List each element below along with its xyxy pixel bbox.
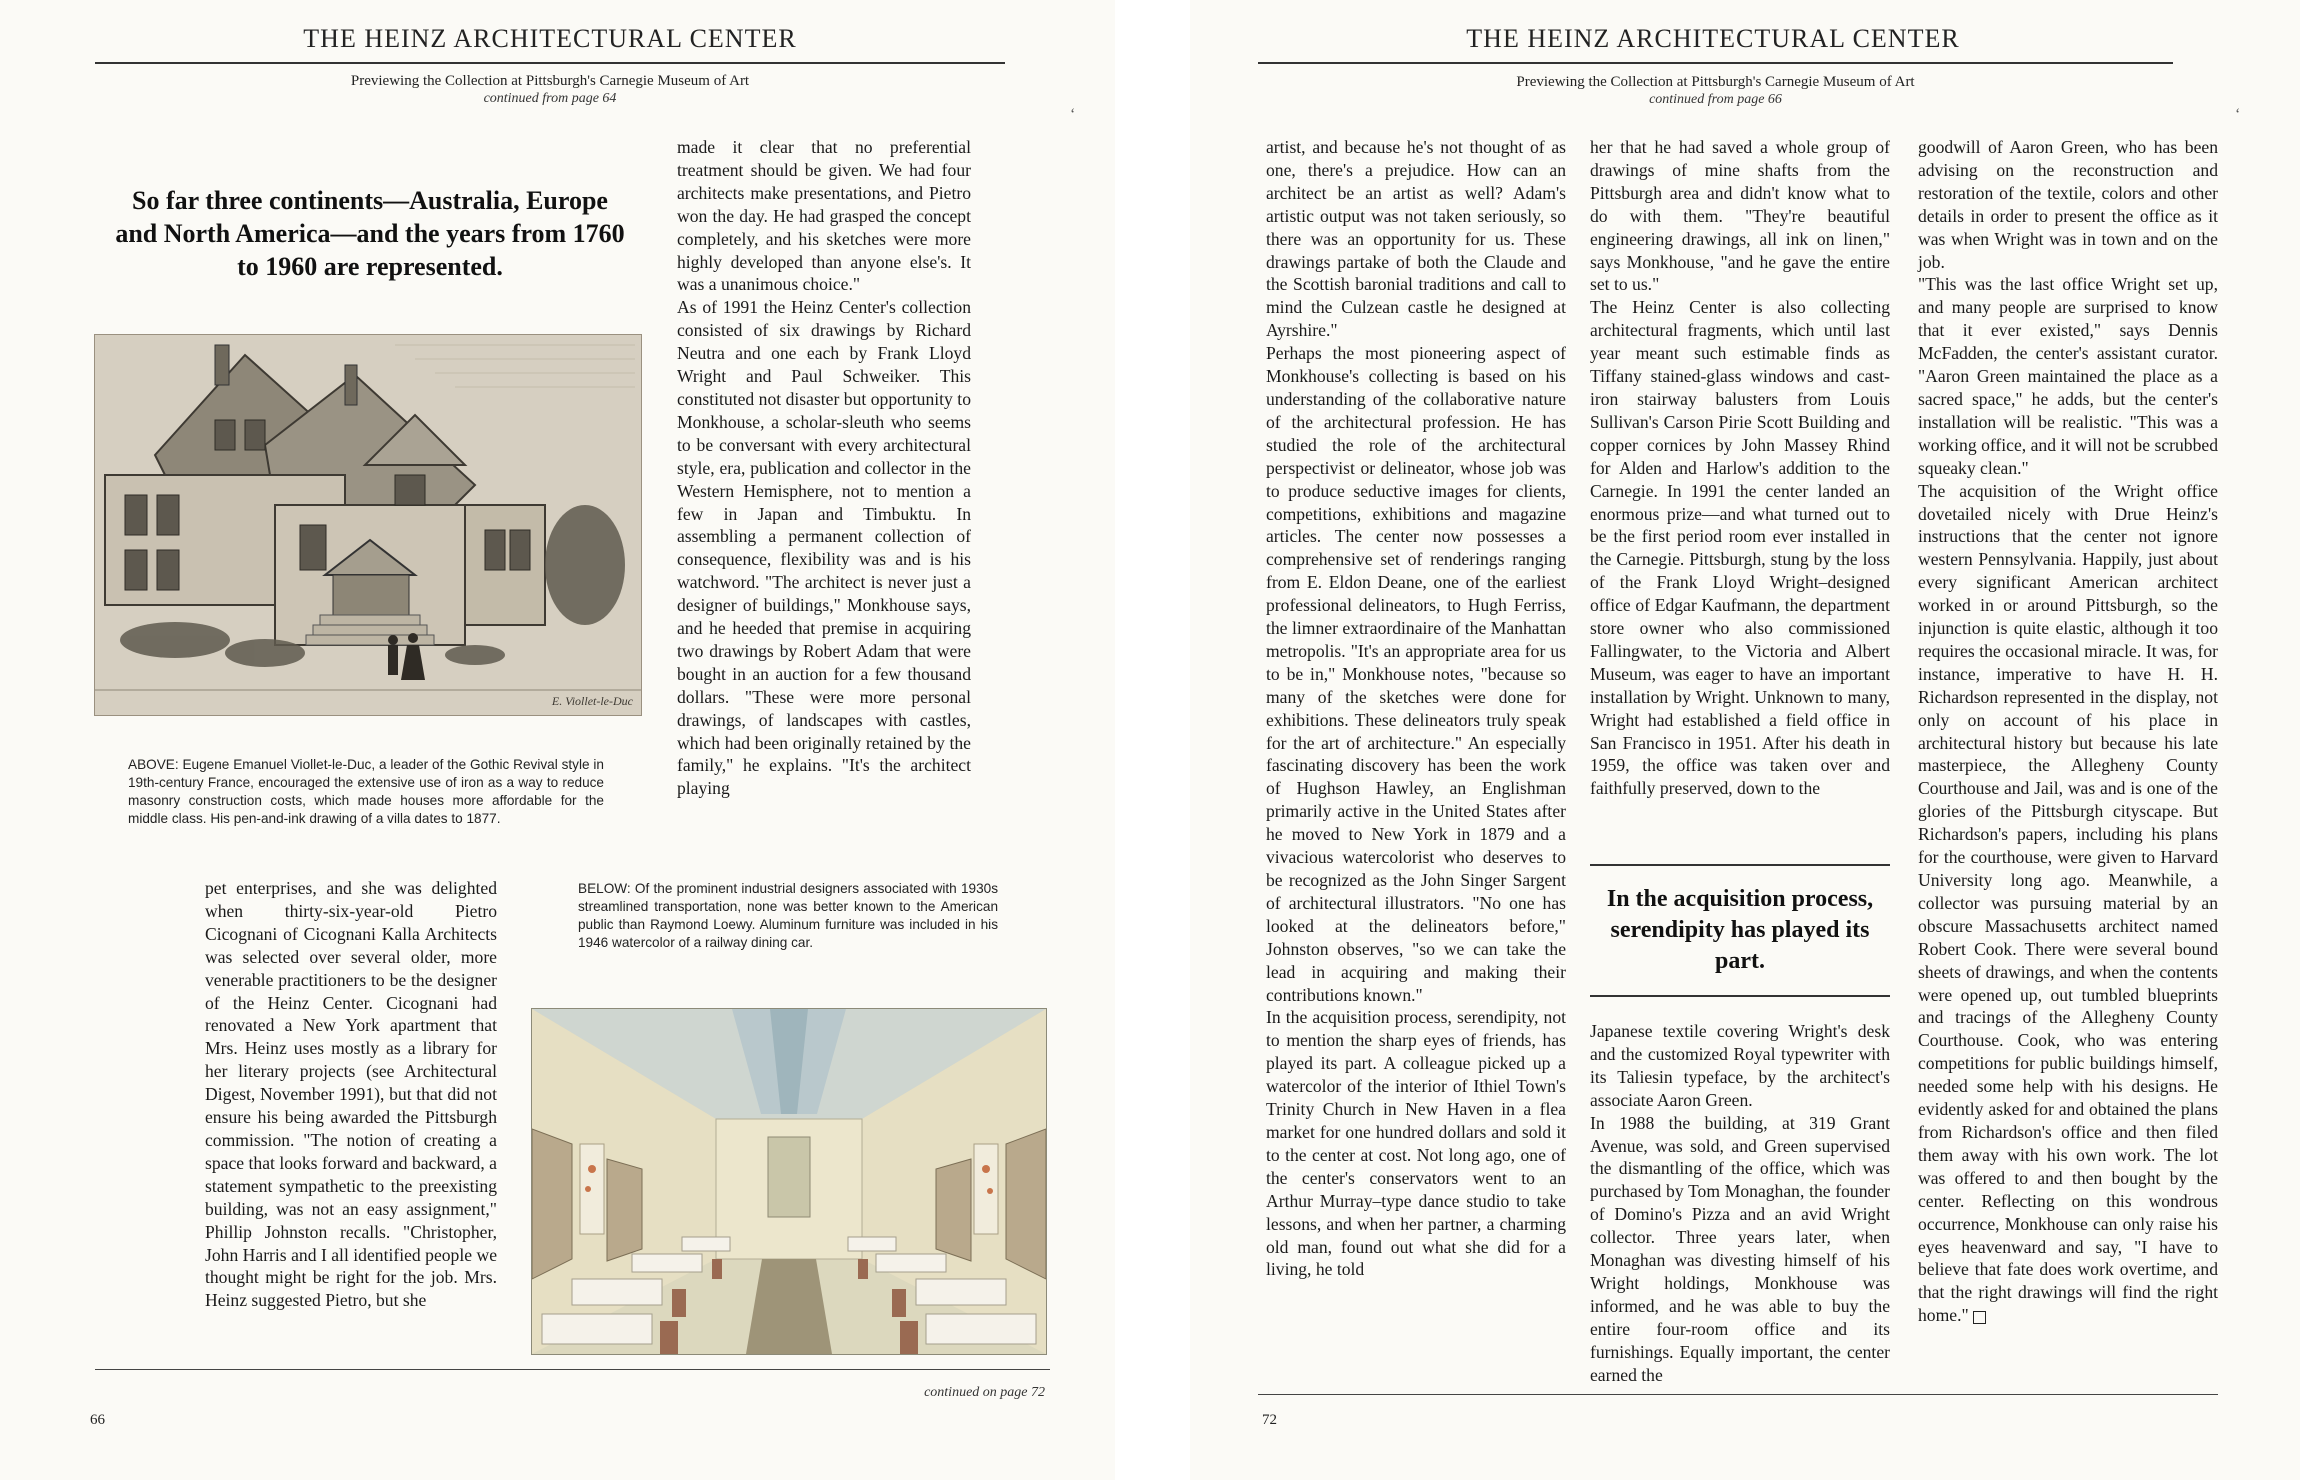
column-2-bottom: Japanese textile covering Wright's desk and the customized Royal typewriter with its Taliesin typeface, by the architect's associate Aaron Green. In 1988 the building, at 319 Grant Avenue, was sold, and Green supervised the dismantling of the office, which was purchased by Tom Monaghan, the founder of Domino's Pizza and an avid Wright collector. Three years later, when Monaghan was divesting himself of his Wright holdings, Monkhouse was informed, and he was able to buy the entire four-room office and its furnishings. Equally important, the center earned the bbox=[1590, 1021, 1890, 1385]
continued-on-note: continued on page 72 bbox=[924, 1385, 1045, 1400]
column-2-top: her that he had saved a whole group of drawings of mine shafts from the Pittsburgh area and didn't know what to do with them. "They're beautiful engineering drawings, all ink on linen," says Monkhouse, "and he gave the entire set to us." The Heinz Center is also collecting architectural fragments, which until last year meant such estimable finds as Tiffany stained-glass windows and cast-iron stairway balusters from Louis Sullivan's Carson Pirie Scott Building and copper cornices by John Massey Rhind for Alden and Harlow's addition to the Carnegie. In 1991 the center landed an enormous prize—and what turned out to be the first period room ever installed in the Carnegie. Pittsburgh, stung by the loss of the Frank Lloyd Wright–designed office of Edgar Kaufmann, the department store owner who also commissioned Fallingwater, to the Victoria and Albert Museum, was eager to have an important installation by Wright. Unknown to many, Wright had established a field office in San Francisco in 1951. After his death in 1959, the office was taken over and faithfully preserved, down to the bbox=[1590, 137, 1890, 799]
footer-rule bbox=[95, 1369, 1050, 1370]
column-3 bbox=[1918, 136, 2218, 1327]
dining-car-watercolor-image bbox=[531, 1008, 1047, 1355]
continued-from-note: continued from page 64 bbox=[483, 91, 617, 106]
column-top-right: made it clear that no preferential treatment should be given. We had four architects make presentations, and Pietro won the day. He had grasped the concept completely, and his sketches were more highly developed than anyone else's. It was a unanimous choice." As of 1991 the Heinz Center's collection consisted of six drawings by Richard Neutra and one each by Frank Lloyd Wright and Paul Schweiker. This constituted not disaster but opportunity to Monkhouse, a scholar-sleuth who seems to be conversant with every architectural style, era, publication and collector in the Western Hemisphere, not to mention a few in Japan and Timbuktu. In assembling a permanent collection of consequence, flexibility was and is his watchword. "The architect is never just a designer of buildings," Monkhouse says, and he heeded that premise in acquiring two drawings by Robert Adam that were bought in an auction for a few thousand dollars. "These were more personal drawings, of landscapes with castles, which had been originally retained by the family," he explains. "It's the architect playing bbox=[677, 137, 971, 799]
villa-drawing-image bbox=[94, 334, 642, 716]
page-number-right: 72 bbox=[1262, 1412, 1277, 1428]
page-header-title: THE HEINZ ARCHITECTURAL CENTER bbox=[303, 24, 797, 53]
header-rule bbox=[1258, 62, 2173, 64]
page-gutter bbox=[1115, 0, 1190, 1480]
pull-quote: So far three continents—Australia, Europe and North America—and the years from 1760 to 1960 are represented. bbox=[115, 186, 625, 281]
header-subtitle: Previewing the Collection at Pittsburgh's Carnegie Museum of Art bbox=[350, 73, 750, 89]
page-number-left: 66 bbox=[90, 1412, 105, 1428]
left-page bbox=[0, 0, 1115, 1480]
dining-car-svg bbox=[532, 1009, 1046, 1354]
artist-signature: E. Viollet-le-Duc bbox=[551, 694, 633, 708]
column-bottom-left: pet enterprises, and she was delighted when thirty-six-year-old Pietro Cicognani of Cicognani Kalla Architects was selected over several older, more venerable practitioners to be the designer of the Heinz Center. Cicognani had renovated a New York apartment that Mrs. Heinz uses mostly as a library for her literary projects (see Architectural Digest, November 1991), but that did not ensure his being awarded the Pittsburgh commission. "The notion of creating a space that looks forward and backward, a statement sympathetic to the preexisting building, was not an easy assignment," Phillip Johnston recalls. "Christopher, John Harris and I all identified people we thought might be right for the job. Mrs. Heinz suggested Pietro, but she bbox=[205, 878, 497, 1311]
header-subtitle: Previewing the Collection at Pittsburgh's Carnegie Museum of Art bbox=[1516, 74, 1915, 90]
end-mark-icon bbox=[1973, 1311, 1986, 1324]
margin-mark: ‘ bbox=[2235, 106, 2241, 123]
page-header-title: THE HEINZ ARCHITECTURAL CENTER bbox=[1466, 24, 1960, 53]
header-rule bbox=[95, 62, 1005, 64]
right-page bbox=[1190, 0, 2300, 1480]
pull-quote-rule-top bbox=[1590, 864, 1890, 866]
villa-drawing-svg bbox=[95, 335, 641, 715]
caption-above: ABOVE: Eugene Emanuel Viollet-le-Duc, a leader of the Gothic Revival style in 19th-century France, encouraged the extensive use of iron as a way to reduce masonry construction costs, which made houses more affordable for the middle class. His pen-and-ink drawing of a villa dates to 1877. bbox=[128, 757, 604, 826]
footer-rule bbox=[1258, 1394, 2218, 1395]
column-1: artist, and because he's not thought of as one, there's a prejudice. How can an architect be an artist as well? Adam's artistic output was not taken seriously, so there was an opportunity for us. These drawings partake of both the Claude and the Scottish baronial traditions and call to mind the Culzean castle he designed at Ayrshire." Perhaps the most pioneering aspect of Monkhouse's collecting is based on his understanding of the collaborative nature of the architectural profession. He has studied the role of the architectural perspectivist or delineator, whose job was to produce seductive images for clients, competitions, exhibitions and magazine articles. The center now possesses a comprehensive set of renderings ranging from E. Eldon Deane, one of the earliest professional delineators, to Hugh Ferriss, the limner extraordinaire of the Manhattan metropolis. "It's an appropriate area for us to be in," Monkhouse notes, "because so many of the sketches were done for exhibitions. These delineators truly speak for the art of architecture." An especially fascinating discovery has been the work of Hughson Hawley, an Englishman primarily active in the United States after he moved to New York in 1879 and a vivacious watercolorist who deserves to be recognized as the John Singer Sargent of architectural illustrators. "No one has looked at the delineators before," Johnston observes, "so we can take the lead in acquiring and making their contributions known." In the acquisition process, serendipity, not to mention the sharp eyes of friends, has played its part. A colleague picked up a watercolor of the interior of Ithiel Town's Trinity Church in New Haven in a flea market for one hundred dollars and sold it to the center at cost. Not long ago, one of the center's conservators went to an Arthur Murray–type dance studio to take lessons, and when her partner, a charming old man, found out what she did for a living, he told bbox=[1266, 137, 1566, 1280]
pull-quote: In the acquisition process, serendipity has played its part. bbox=[1606, 886, 1874, 974]
margin-mark: ‘ bbox=[1070, 106, 1076, 123]
continued-from-note: continued from page 66 bbox=[1649, 92, 1782, 107]
caption-below: BELOW: Of the prominent industrial designers associated with 1930s streamlined transportation, none was better known to the American public than Raymond Loewy. Aluminum furniture was included in his 1946 watercolor of a railway dining car. bbox=[578, 881, 998, 950]
column-3-text: goodwill of Aaron Green, who has been advising on the reconstruction and restoration of the textile, colors and other details in order to present the office as it was when Wright was in town and on the job. "This was the last office Wright set up, and many people are surprised to know that it ever existed," says Dennis McFadden, the center's assistant curator. "Aaron Green maintained the place as a sacred space," he adds, but the center's installation will be realistic. "This was a working office, and it will not be scrubbed squeaky clean." The acquisition of the Wright office dovetailed nicely with Drue Heinz's instructions that the center not ignore western Pennsylvania. Happily, just about every significant American architect worked in or around Pittsburgh, so the injunction is quite elastic, although it too requires the occasional miracle. It was, for instance, imperative to have H. H. Richardson represented in the display, not only on account of his place in architectural history but because his late masterpiece, the Allegheny County Courthouse and Jail, was and is one of the glories of the Pittsburgh cityscape. But Richardson's papers, including his plans for the courthouse, were given to Harvard University long ago. Meanwhile, a collector was pursuing material by an obscure Massachusetts architect named Robert Cook. There were several bound sheets of drawings, and when the contents were opened up, out tumbled blueprints and tracings of the Allegheny County Courthouse. Cook, who was entering competitions for public buildings himself, needed some help with his designs. He evidently asked for and obtained the plans from Richardson's office and then filed them away with his own work. The lot was offered to and then bought by the center. Reflecting on this wondrous occurrence, Monkhouse can only raise his eyes heavenward and say, "I have to believe that fate does work overtime, and that the right drawings will find the right home." bbox=[1918, 137, 2218, 1326]
pull-quote-rule-bottom bbox=[1590, 995, 1890, 997]
